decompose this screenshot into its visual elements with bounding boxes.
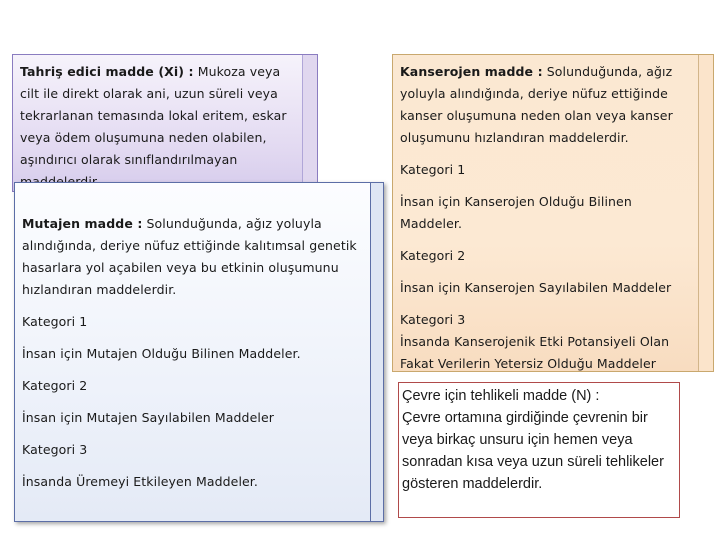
irritant-substance-box	[12, 54, 318, 192]
mutagen-category-3-desc: İnsanda Üremeyi Etkileyen Maddeler.	[22, 474, 258, 489]
environmental-text: Çevre ortamına girdiğinde çevrenin bir veya birkaç unsuru için hemen veya sonradan kısa veya uzun süreli tehlikeler gösteren maddelerdir.	[402, 410, 664, 492]
environmental-hazard-box	[398, 382, 680, 518]
irritant-content	[20, 61, 299, 193]
box-side-strip	[370, 183, 383, 521]
irritant-title: Tahriş edici madde (Xi) :	[20, 64, 194, 79]
carcinogen-definition	[400, 61, 695, 149]
mutagen-title: Mutajen madde :	[22, 216, 143, 231]
mutagen-text: Solunduğunda, ağız yoluyla alındığında, deriye nüfuz ettiğinde kalıtımsal genetik hasarlara yol açabilen veya bu etkinin oluşumunu hızlandıran maddelerdir.	[22, 216, 357, 297]
carcinogen-category-3-label: Kategori 3	[400, 312, 466, 327]
mutagen-category-2-desc: İnsan için Mutajen Sayılabilen Maddeler	[22, 410, 274, 425]
mutagen-definition	[22, 213, 365, 301]
environmental-title: Çevre için tehlikeli madde (N) :	[402, 388, 600, 404]
carcinogen-category-2-desc: İnsan için Kanserojen Sayılabilen Maddeler	[400, 280, 672, 295]
mutagen-category-1-label: Kategori 1	[22, 314, 88, 329]
irritant-definition	[20, 61, 299, 193]
carcinogen-category-1-label: Kategori 1	[400, 162, 466, 177]
carcinogen-category-1-desc: İnsan için Kanserojen Olduğu Bilinen Maddeler.	[400, 194, 632, 231]
carcinogen-content	[400, 61, 695, 375]
carcinogen-category-3-desc: İnsanda Kanserojenik Etki Potansiyeli Olan Fakat Verilerin Yetersiz Olduğu Maddeler	[400, 334, 670, 371]
environmental-content	[402, 385, 675, 495]
mutagen-category-2-label: Kategori 2	[22, 378, 88, 393]
carcinogen-title: Kanserojen madde :	[400, 64, 543, 79]
carcinogen-substance-box	[392, 54, 714, 372]
mutagen-category-1-desc: İnsan için Mutajen Olduğu Bilinen Maddeler.	[22, 346, 301, 361]
mutagen-substance-box	[14, 182, 384, 522]
irritant-text: Mukoza veya cilt ile direkt olarak ani, uzun süreli veya tekrarlanan temasında lokal eritem, eskar veya ödem oluşumuna neden olabilen, aşındırıcı olarak sınıflandırılmayan	[20, 64, 287, 167]
box-side-strip	[302, 55, 317, 191]
carcinogen-category-2-label: Kategori 2	[400, 248, 466, 263]
mutagen-category-3-label: Kategori 3	[22, 442, 88, 457]
box-side-strip	[698, 55, 713, 371]
carcinogen-text: Solunduğunda, ağız yoluyla alındığında, deriye nüfuz ettiğinde kanser oluşumuna neden olan veya kanser oluşumunu hızlandıran maddelerdir.	[400, 64, 673, 145]
mutagen-content	[22, 213, 365, 493]
